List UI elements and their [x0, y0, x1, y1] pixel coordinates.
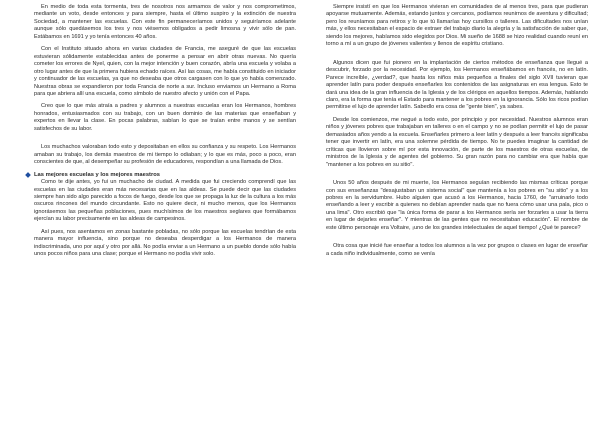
paragraph: Desde los comienzos, me negué a todo esto, por principio y por necesidad. Nuestros alumnos eran niños y jóvenes pobres que trabajaban en talleres o en el campo y no se podían permitir el lujo de pasar demasiados años yendo a la escuela. Enseñarles primero a leer latín y después a leer francés significaba tener que invertir en latín, era una solemne pérdida de tiempo. No te puedes imaginar la cantidad de críticas que llovieron sobre mí por esta innovación, de parte de los maestros de otras escuelas, de ministros de la Iglesia y de agentes del gobierno. Su gran razón para no cambiar era que había que "mantener a los pobres en su sitio". — [326, 116, 588, 168]
section-heading — [26, 172, 296, 180]
right-column — [326, 4, 588, 424]
paragraph: Como te dije antes, yo fui un muchacho de ciudad. A medida que fui creciendo comprendí que las escuelas en las ciudades eran más necesarias que en las aldeas. Se puede decir que las ciudades siempre han sido algo parecido a focos de fuego, desde los que se propaga la luz de la cultura a los más oscuros rincones del mundo circundante. Esto no quiere decir, ni mucho menos, que los Hermanos ignorásemos las pequeñas poblaciones, pues muchísimos de los maestros seglares que formábamos ejercían su labor precisamente en las aldeas de campesinos. — [34, 179, 296, 223]
paragraph: Otra cosa que inicié fue enseñar a todos los alumnos a la vez por grupos o clases en lugar de enseñar a cada niño individualmente, como se venía — [326, 243, 588, 257]
paragraph: Los muchachos valoraban todo esto y depositaban en ellos su confianza y su respeto. Los Hermanos amaban su trabajo, los demás maestros de mi tiempo lo odiaban; y lo que es más, poco a poco, eran conscientes de que, al desempeñar su profesión de educadores, respondían a una llamada de Dios. — [34, 144, 296, 166]
paragraph: Unos 50 años después de mi muerte, los Hermanos seguían recibiendo las mismas críticas porque con sus enseñanzas "desajustaban un sistema social" que mantenía a los pobres en "su sitio" y a los pobres en la servidumbre. Hubo alguien que acusó a los Hermanos, hacia 1760, de "arruinarlo todo enseñando a leer y escribir a quienes no debían aprender nada que no fuera cómo usar una pala, pico o una lima". Otro escribió que "la única forma de parar a los Hermanos sería ser forzarles a usar la tierra en lugar de dejarles enseñar". Y mientras de las gentes que no necesitaban educación". El nombre de este último personaje era Voltaire, ¡uno de los grandes intelectuales de aquel tiempo! ¿Qué te parece? — [326, 180, 588, 231]
bullet-icon — [25, 173, 31, 179]
paragraph: En medio de toda esta tormenta, tres de nosotros nos armamos de valor y nos comprometimos, mediante un voto, desde entonces y para siempre, hasta el último suspiro y la extinción de nuestra Sociedad, a mantener las escuelas. Con este fin permaneceríamos unidos y seguiríamos adelante aunque sólo quedásemos los tres y nos viésemos obligados a pedir limosna y vivir sólo de pan. Estábamos en 1691 y yo tenía entonces 40 años. — [34, 4, 296, 40]
paragraph: Con el Instituto situado ahora en varias ciudades de Francia, me aseguré de que las escuelas estuvieran sólidamente establecidas antes de ponerme a pensar en abrir otras nuevas. No quería cometer los errores de Nyel, quien, con la mejor intención y buen corazón, abría una escuela y volaba a otro lugar antes de que la primera hubiera echado raíces. Así las cosas, me había constituido en iniciador y continuador de las escuelas, ya que no deseaba que otros cargasen con lo que yo había comenzado. Nuestras obras se expandieron por toda Francia de norte a sur. Incluso enviamos un Hermano a Roma para que abriera allí una escuela, como símbolo de nuestro afecto y unión con el Papa. — [34, 46, 296, 97]
paragraph: Algunos dicen que fui pionero en la implantación de ciertos métodos de enseñanza que llegué a descubrir, forzado por la necesidad. Por ejemplo, los Hermanos enseñábamos en francés, no en latín. Parece increíble, ¿verdad?, que hasta los niños más pequeños a finales del siglo XVII tuvieran que aprender latín para poder después enseñarles los contenidos de las asignaturas en esa lengua. Esto te dará una idea de la gran influencia de la Iglesia y de los clérigos en aquellos tiempos. Además, hablando claro, era la forma que tenía el Estado para mantener a los pobres en la ignorancia. Sólo los ricos podían permitirse el lujo de aprender latín. Sabedlo era cosa de "gente bien", ya sabes. — [326, 59, 588, 111]
paragraph: Así pues, nos asentamos en zonas bastante pobladas, no sólo porque las escuelas tendrían de esta manera mayor influencia, sino porque no deseaba desperdigar a los Hermanos de manera indiscriminada, uno por aquí y otro por allá. No podía enviar a un Hermano a un pueblo donde sólo había unos pocos niños para una clase; porque el Hermano no podía vivir solo. — [34, 228, 296, 258]
section-heading-text: Las mejores escuelas y los mejores maestros — [34, 171, 160, 178]
paragraph: Creo que lo que más atraía a padres y alumnos a nuestras escuelas eran los Hermanos, hombres honrados, entusiasmados con su trabajo, con un buen dominio de las materias que enseñaban y expertos en llevar la clase. En pocas palabras, sabían lo que se traían entre manos y se sentían satisfechos de su labor. — [34, 103, 296, 132]
paragraph: Siempre insistí en que los Hermanos vivieran en comunidades de al menos tres, para que pudieran apoyarse mutuamente. Además, estando juntos y cercanos, podíamos reunirnos de aventura y dificultad; pero los reuníamos para retiros y lo que tú llamarías hoy cursillos o talleres. Las dificultades nos unían más, y ellos necesitaban el espacio de extraer del trabajo diario la alegría y la satisfacción de saber que, siendo los mejores, habíamos sido elegidos por Dios. Mi sueño de 1688 se hizo realidad cuando reuní en torno a mí a un grupo de jóvenes valientes y llenos de espíritu cristiano. — [326, 4, 588, 48]
left-column — [34, 4, 296, 424]
